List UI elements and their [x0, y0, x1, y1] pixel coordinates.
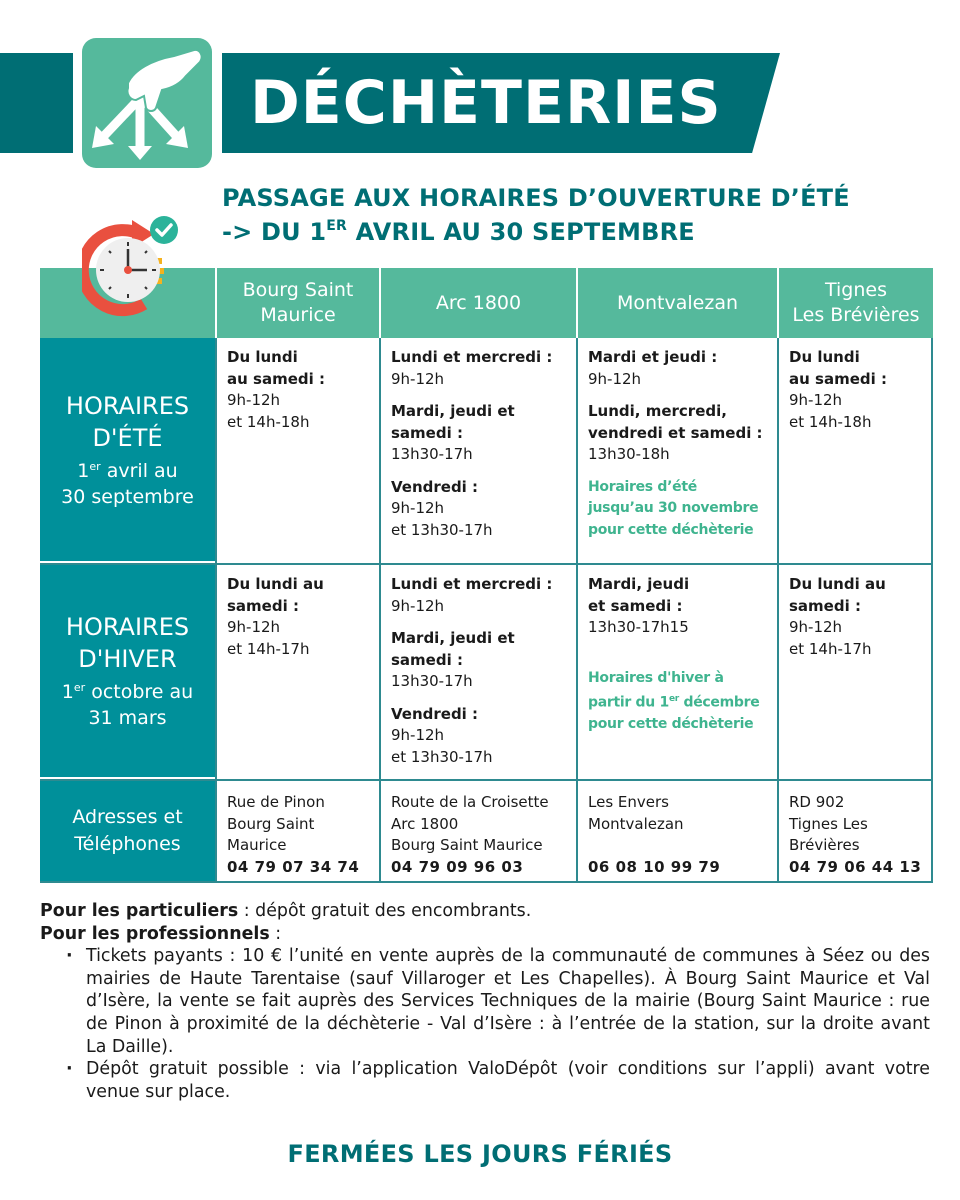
schedule-hours: 9h-12h — [227, 391, 281, 409]
column-header-arc-1800 — [379, 268, 576, 338]
schedule-hours: 9h-12h — [391, 369, 445, 388]
professionnels-list — [62, 945, 930, 1103]
column-header-text: Les Brévières — [792, 304, 920, 326]
address-line: Tignes Les — [789, 814, 868, 833]
schedule-note — [588, 477, 769, 542]
row-label-title: HORAIRES — [65, 613, 190, 641]
footer-closed-holidays: FERMÉES LES JOURS FÉRIÉS — [287, 1140, 673, 1168]
address-line: Brévières — [789, 836, 860, 854]
schedule-hours: et 14h-18h — [227, 412, 310, 431]
note-line: Horaires d’été — [588, 478, 697, 495]
note-text: : — [269, 923, 282, 944]
note-text: : dépôt gratuit des encombrants. — [238, 901, 532, 921]
schedule-block — [391, 574, 568, 617]
schedule-block — [789, 574, 923, 660]
note-line: Horaires d'hiver à — [588, 669, 724, 686]
subtitle-line-2-sup: ER — [326, 218, 348, 234]
note-line: pour cette déchèterie — [588, 716, 754, 733]
schedule-hours: 9h-12h — [789, 391, 843, 409]
schedule-days: vendredi et samedi : — [588, 423, 763, 442]
period-sup: er — [89, 459, 101, 473]
subtitle-line-2-prefix: -> DU 1 — [222, 218, 327, 246]
address-cell-montvalezan — [576, 781, 777, 881]
address-line: Rue de Pinon — [227, 793, 325, 811]
schedule-days: Mardi, jeudi et — [391, 402, 515, 420]
schedule-hours: et 14h-17h — [789, 639, 872, 658]
schedule-days: samedi : — [391, 650, 463, 669]
column-header-text: Arc 1800 — [435, 291, 522, 314]
page-title: DÉCHÈTERIES — [250, 68, 722, 138]
schedule-block — [391, 628, 568, 693]
row-label-title: Téléphones — [74, 833, 181, 855]
table-row-addresses — [40, 781, 933, 883]
period-text: avril au — [100, 459, 178, 482]
schedule-hours: 9h-12h — [227, 618, 281, 636]
row-label-title: D'HIVER — [78, 645, 177, 673]
period-text: octobre au — [85, 681, 194, 703]
schedule-days: Lundi et mercredi : — [391, 575, 553, 593]
subtitle-line-2-suffix: AVRIL AU 30 SEPTEMBRE — [347, 218, 695, 246]
subtitle-line-1: PASSAGE AUX HORAIRES D’OUVERTURE D’ÉTÉ — [222, 184, 850, 212]
table-cell — [215, 338, 379, 563]
address-cell-bourg-saint-maurice — [215, 781, 379, 881]
schedule-hours: 9h-12h — [391, 726, 445, 744]
column-header-text: Tignes — [824, 279, 887, 301]
row-label-winter — [40, 565, 215, 779]
column-header-text: Montvalezan — [616, 291, 739, 314]
column-header-montvalezan — [576, 268, 777, 338]
schedule-days: Lundi, mercredi, — [588, 402, 727, 420]
schedule-hours: 9h-12h — [789, 618, 843, 636]
notes-section — [40, 900, 930, 1103]
address-line — [588, 835, 769, 857]
address-line: Bourg Saint Maurice — [391, 836, 543, 854]
schedule-days: Mardi, jeudi — [588, 575, 690, 593]
header-band-left — [0, 53, 73, 153]
address-line: RD 902 — [789, 793, 845, 811]
schedule-hours: 9h-12h — [588, 369, 642, 388]
schedule-days: Mardi, jeudi et — [391, 629, 515, 647]
address-line: Arc 1800 — [391, 814, 459, 833]
address-line: Montvalezan — [588, 814, 684, 833]
address-line: Route de la Croisette — [391, 793, 549, 811]
address-line: Bourg Saint — [227, 814, 315, 833]
note-particuliers — [40, 900, 930, 923]
schedule-hours: et 14h-17h — [227, 639, 310, 658]
note-line: pour cette déchèterie — [588, 521, 754, 538]
schedule-hours: 13h30-17h — [391, 672, 473, 690]
schedule-hours: 13h30-17h15 — [588, 618, 689, 636]
schedule-days: Du lundi au — [227, 575, 324, 593]
note-line — [588, 689, 769, 714]
schedule-hours: 9h-12h — [391, 499, 445, 517]
list-item: · Dépôt gratuit possible : via l’application ValoDépôt (voir conditions sur l’appli) avant votre venue sur place. — [62, 1058, 930, 1103]
period-text: 31 mars — [88, 707, 167, 729]
phone-number[interactable]: 04 79 06 44 13 — [789, 857, 922, 876]
row-label-title: HORAIRES — [65, 391, 190, 420]
schedule-block — [588, 574, 769, 639]
schedule-block — [391, 401, 568, 466]
schedule-days: au samedi : — [789, 369, 887, 388]
schedule-days: Du lundi — [789, 348, 860, 366]
note-professionnels — [40, 923, 930, 946]
row-label-addresses — [40, 781, 215, 881]
schedule-hours: et 14h-18h — [789, 412, 872, 431]
period-text: 30 septembre — [61, 485, 194, 508]
schedule-block — [391, 477, 568, 542]
schedule-days: Vendredi : — [391, 477, 479, 496]
schedule-days: samedi : — [391, 423, 463, 442]
table-cell — [777, 338, 933, 563]
column-header-bourg-saint-maurice — [215, 268, 379, 338]
table-row-summer — [40, 338, 933, 565]
table-row-winter — [40, 565, 933, 781]
subtitle — [222, 181, 850, 249]
column-header-text: Maurice — [260, 304, 336, 326]
period-num: 1 — [77, 459, 90, 482]
schedule-block — [391, 347, 568, 390]
row-label-title: Adresses et — [72, 806, 183, 828]
schedule-block — [391, 704, 568, 769]
schedule-days: Du lundi au — [789, 575, 886, 593]
note-sup: er — [668, 694, 679, 704]
row-label-title: D'ÉTÉ — [92, 423, 163, 452]
schedule-note — [588, 668, 769, 736]
schedule-days: Du lundi — [227, 348, 298, 366]
phone-number[interactable]: 04 79 09 96 03 — [391, 857, 524, 876]
address-line: Maurice — [227, 836, 287, 854]
schedule-block — [588, 347, 769, 390]
schedule-block — [789, 347, 923, 433]
column-header-text: Bourg Saint — [242, 279, 354, 301]
table-cell — [576, 338, 777, 563]
row-label-summer — [40, 338, 215, 563]
phone-number[interactable]: 04 79 07 34 74 — [227, 857, 360, 876]
schedule-days: samedi : — [789, 596, 861, 615]
period-num: 1 — [61, 681, 74, 703]
schedule-hours: et 13h30-17h — [391, 747, 493, 766]
table-cell — [777, 565, 933, 779]
schedule-block — [227, 574, 371, 660]
row-label-period — [61, 458, 194, 510]
schedule-days: et samedi : — [588, 596, 683, 615]
table-cell — [215, 565, 379, 779]
schedule-hours: 13h30-17h — [391, 445, 473, 463]
phone-number[interactable]: 06 08 10 99 79 — [588, 857, 721, 876]
schedule-hours: 13h30-18h — [588, 445, 670, 463]
schedule-block — [227, 347, 371, 433]
column-header-tignes — [777, 268, 933, 338]
note-text: décembre — [678, 694, 760, 711]
schedule-table — [40, 268, 933, 883]
schedule-days: samedi : — [227, 596, 299, 615]
note-label: Pour les particuliers — [40, 901, 239, 921]
schedule-block — [588, 401, 769, 466]
schedule-hours: 9h-12h — [391, 596, 445, 615]
logo — [82, 38, 212, 168]
address-cell-arc-1800 — [379, 781, 576, 881]
period-sup: er — [73, 681, 86, 694]
table-cell — [379, 565, 576, 779]
address-line: Les Envers — [588, 793, 669, 811]
schedule-days: au samedi : — [227, 369, 325, 388]
table-cell — [576, 565, 777, 779]
schedule-days: Mardi et jeudi : — [588, 348, 718, 366]
address-cell-tignes — [777, 781, 933, 881]
row-label-period — [62, 679, 193, 731]
clock-refresh-check-icon — [82, 212, 182, 317]
list-item: · Tickets payants : 10 € l’unité en vente auprès de la communauté de communes à Séez ou des mairies de Haute Tarentaise (sauf Villaroger et Les Chapelles). À Bourg Saint Maurice et Val d’Isère, la vente se fait auprès des Services Techniques de la mairie (Bourg Saint Maurice : rue de Pinon à proximité de la déchèterie - Val d’Isère : à l’entrée de la station, sur la droite avant La Daille). — [62, 945, 930, 1058]
schedule-days: Vendredi : — [391, 704, 479, 723]
schedule-hours: et 13h30-17h — [391, 520, 493, 539]
note-text: partir du 1 — [588, 694, 669, 711]
note-label: Pour les professionnels — [40, 923, 270, 944]
hand-sorting-arrows-icon — [82, 38, 212, 168]
schedule-days: Lundi et mercredi : — [391, 348, 553, 366]
note-line: jusqu’au 30 novembre — [588, 500, 759, 516]
subtitle-line-2 — [222, 215, 850, 249]
table-cell — [379, 338, 576, 563]
